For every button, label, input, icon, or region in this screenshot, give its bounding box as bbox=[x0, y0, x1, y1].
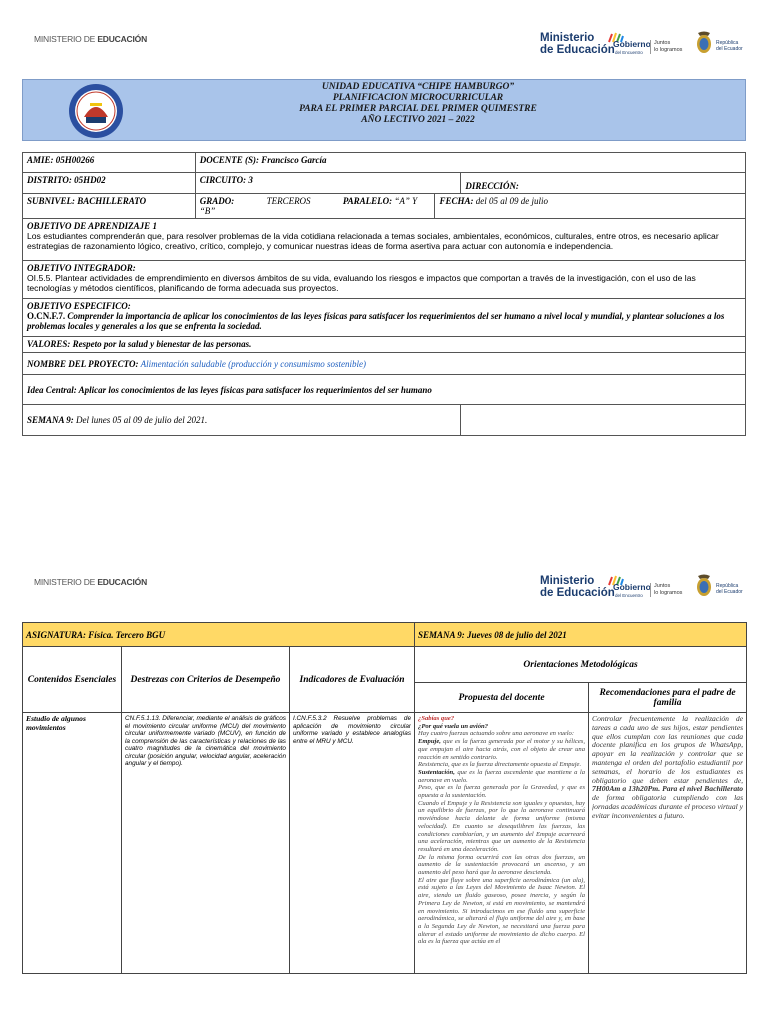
banner-line-plan: PLANIFICACION MICROCURRICULAR bbox=[332, 93, 504, 103]
objetivo-especifico-cell: OBJETIVO ESPECIFICO: O.CN.F.7. Comprender la importancia de aplicar los conocimientos de las leyes físicas para satisfacer los requerimientos del ser humano a nivel local y mundial, y plantear soluciones a los problemas locales y generales a los que se enfrenta la sociedad. bbox=[23, 299, 746, 337]
banner-title bbox=[223, 82, 613, 126]
school-crest-icon bbox=[67, 83, 125, 139]
ministerio-logo: Ministerio de Educación bbox=[540, 32, 615, 56]
objetivo-aprendizaje-cell: OBJETIVO DE APRENDIZAJE 1 Los estudiantes comprenderán que, para resolver problemas de la vida cotidiana relacionada a temas sociales, ambientales, económicos, culturales, entre otros, es necesario aplicar estrategias de razonamiento lógico, creativo, crítico, complejo, y comunicar nuestras ideas de forma asertiva para actuar con autonomía e independencia. bbox=[23, 219, 746, 261]
ecuador-seal-icon bbox=[695, 30, 713, 56]
fecha-cell: FECHA: del 05 al 09 de julio bbox=[435, 194, 746, 219]
propuesta-sabias: ¿Sabías que? bbox=[418, 715, 455, 722]
page-header bbox=[0, 30, 768, 74]
header-orientaciones: Orientaciones Metodológicas bbox=[415, 647, 747, 683]
ministry-wordmark-2: MINISTERIO DE EDUCACIÓN bbox=[34, 577, 148, 587]
gobierno-sub: del Encuentro bbox=[615, 50, 643, 55]
gobierno-label: Gobierno bbox=[613, 39, 651, 49]
destreza-cell: CN.F.5.1.13. Diferenciar, mediante el análisis de gráficos el movimiento circular uniforme (MCU) del movimiento circular uniformemente variado (MCUV), en función de la comprensión de las características y relaciones de las cuatro magnitudes de la cinemática del movimiento circular (posición angular, velocidad angular, aceleración angular y el tiempo). bbox=[122, 713, 290, 974]
header-propuesta: Propuesta del docente bbox=[415, 683, 589, 713]
banner-line-school: UNIDAD EDUCATIVA “CHIPE HAMBURGO” bbox=[321, 82, 515, 92]
amie-cell: AMIE: 05H00266 bbox=[23, 153, 196, 173]
header-contenidos: Contenidos Esenciales bbox=[23, 647, 122, 713]
info-table bbox=[22, 152, 746, 436]
propuesta-cell: ¿Sabías que? ¿Por qué vuela un avión? Hay cuatro fuerzas actuando sobre una aeronave en vuelo: Empuje, que es la fuerza generada por el motor y su hélices, que empujan el aire hacia atrás, con el objeto de crear una reacción en sentido contrario. Resistencia, que es la fuerza directamente opuesta al Empuje. Sustentación, que es la fuerza ascendente que mantiene a la aeronave en vuelo. Peso, que es la fuerza generada por la Gravedad, y que es opuesta a la sustentación. Cuando el Empuje y la Resistencia son iguales y opuestas, hay un equilibrio de fuerzas, por lo que la aeronave continuará moviéndose hacia delante de forma uniforme (misma velocidad). En cuanto se desequilibren las fuerzas, las condiciones cambiarían, y un aumento del Empuje acarreará una aceleración, mientras que un aumento de la Resistencia resultará en una deceleración. De la misma forma ocurrirá con las otras dos fuerzas, un aumento de la sustentación provocará un ascenso, y un aumento del peso hará que la aeronave descienda. El aire que fluye sobre una superficie aerodinámica (un ala), está sujeto a las Leyes del Movimiento de Isaac Newton. El aire, siendo un fluido gaseoso, posee inercia, y según la Primera Ley de Newton, si está en movimiento, se mantendrá en movimiento. Si introducimos en ese fluido una superficie aerodinámica, se alterará el flujo uniforme del aire y, en base a la Segunda Ley de Newton, se necesitará una fuerza para alterar el estado uniforme de movimiento de dicho cuerpo. El ala es la fuerza que actúa en el bbox=[415, 713, 589, 974]
ecuador-seal-icon bbox=[695, 573, 713, 599]
subnivel-cell: SUBNIVEL: BACHILLERATO bbox=[23, 194, 196, 219]
school-banner bbox=[22, 79, 746, 141]
distrito-cell: DISTRITO: 05HD02 bbox=[23, 173, 196, 194]
ministerio-logo-2: Ministerio de Educación bbox=[540, 575, 615, 599]
circuito-cell: CIRCUITO: 3 bbox=[195, 173, 461, 194]
docente-cell: DOCENTE (S): Francisco García bbox=[195, 153, 745, 173]
indicador-cell: I.CN.F.5.3.2 Resuelve problemas de aplicación de movimiento circular uniforme variado y establece analogías entre el MRU y MCU. bbox=[290, 713, 415, 974]
juntos-label: Juntos lo logramos bbox=[650, 40, 682, 54]
juntos-label-2: Juntos lo logramos bbox=[650, 583, 682, 597]
banner-line-year: AÑO LECTIVO 2021 – 2022 bbox=[361, 115, 475, 125]
republica-label: República del Ecuador bbox=[716, 40, 743, 52]
idea-central-cell: Idea Central: Aplicar los conocimientos de las leyes físicas para satisfacer los requerimientos del ser humano bbox=[23, 375, 746, 405]
recomendaciones-cell: Controlar frecuentemente la realización de tareas a cada uno de sus hijos, estar pendientes que ellos cumplan con las reuniones que cada docente planifica en los grupos de WhatsApp, apoyar en la realización y controlar que se mantenga el orden del portafolio estudiantil por semanas, el horario de los estudiantes es obligatorio que deben estar pendientes de, 7H00Am a 13h20Pm. Para el nivel Bachillerato de forma obligatoria cumpliendo con las jornadas académicas durante el proceso virtual y evitar inconvenientes a futuro. bbox=[589, 713, 747, 974]
semana-cell: SEMANA 9: Del lunes 05 al 09 de julio del 2021. bbox=[23, 405, 461, 436]
gobierno-label-2: Gobierno bbox=[613, 582, 651, 592]
header-destrezas: Destrezas con Criterios de Desempeño bbox=[122, 647, 290, 713]
header-logos-2 bbox=[540, 573, 750, 611]
propuesta-pregunta: ¿Por qué vuela un avión? bbox=[418, 722, 489, 730]
semana-plan-cell: SEMANA 9: Jueves 08 de julio del 2021 bbox=[415, 623, 747, 647]
valores-cell: VALORES: Respeto por la salud y bienestar de las personas. bbox=[23, 337, 746, 353]
header-recomendaciones: Recomendaciones para el padre de familia bbox=[589, 683, 747, 713]
asignatura-cell: ASIGNATURA: Física. Tercero BGU bbox=[23, 623, 415, 647]
gobierno-sub-2: del Encuentro bbox=[615, 593, 643, 598]
banner-line-parcial: PARA EL PRIMER PARCIAL DEL PRIMER QUIMESTRE bbox=[299, 104, 537, 114]
plan-table bbox=[22, 622, 747, 974]
grado-cell: GRADO: TERCEROS PARALELO: “A” Y “B” bbox=[195, 194, 435, 219]
header-logos bbox=[540, 30, 750, 68]
ministry-wordmark: MINISTERIO DE EDUCACIÓN bbox=[34, 34, 148, 44]
contenido-cell: Estudio de algunos movimientos bbox=[23, 713, 122, 974]
republica-label-2: República del Ecuador bbox=[716, 583, 743, 595]
objetivo-integrador-cell: OBJETIVO INTEGRADOR: OI.5.5. Plantear actividades de emprendimiento en diversos ámbitos de su vida, evaluando los riesgos e impactos que comportan a través de la investigación, con el uso de las tecnologías y métodos científicos, planificando de forma adecuada sus proyectos. bbox=[23, 261, 746, 299]
direccion-cell: DIRECCIÓN: bbox=[461, 173, 746, 194]
page-header-2 bbox=[0, 573, 768, 617]
semana-empty-cell bbox=[461, 405, 746, 436]
proyecto-cell: NOMBRE DEL PROYECTO: Alimentación saludable (producción y consumismo sostenible) bbox=[23, 353, 746, 375]
header-indicadores: Indicadores de Evaluación bbox=[290, 647, 415, 713]
